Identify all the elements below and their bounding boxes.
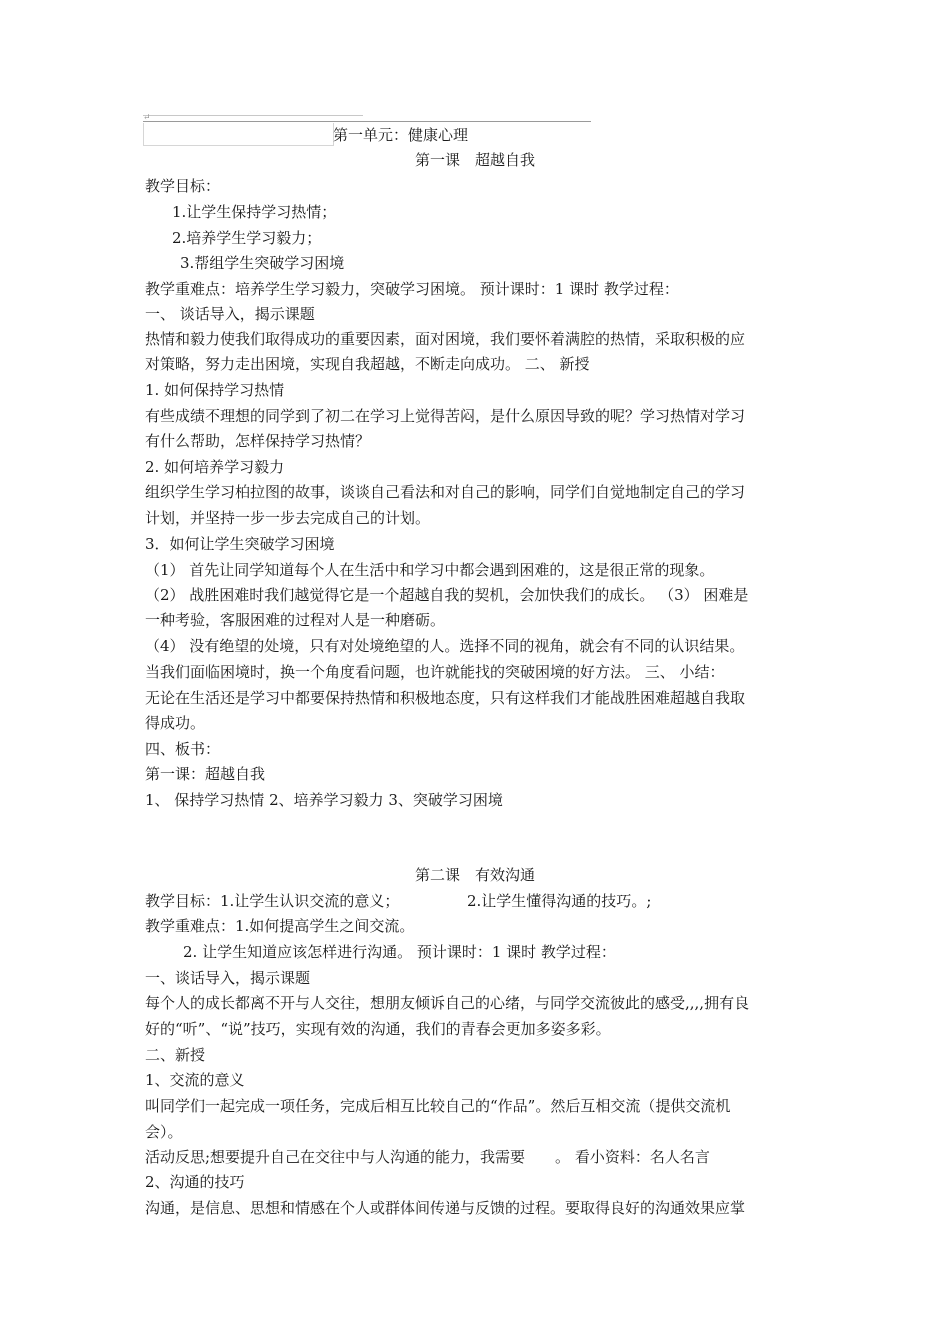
lesson-2-line: 一、谈话导入，揭示课题 [145,969,311,987]
lesson-1-line: 当我们面临困境时，换一个角度看问题，也许就能找的突破困境的好方法。 三、 小结： [145,663,725,681]
lesson-1-line: 一、 谈话导入，揭示课题 [145,305,315,323]
lesson-1-line: 无论在生活还是学习中都要保持热情和积极地态度，只有这样我们才能战胜困难超越自我取 [145,689,746,707]
lesson-1-line: （2） 战胜困难时我们越觉得它是一个超越自我的契机，会加快我们的成长。 （3） 困难是 [145,586,749,604]
header-rule-top [143,115,363,116]
lesson-1-line: 有什么帮助，怎样保持学习热情？ [145,432,371,450]
lesson-2-title: 第二课 有效沟通 [414,866,535,884]
lesson-2-line: 1、交流的意义 [145,1071,245,1089]
lesson-1-line: 1. 如何保持学习热情 [145,381,285,399]
lesson-1-line: 1.让学生保持学习热情； [172,203,337,221]
lesson-2-line: 沟通，是信息、思想和情感在个人或群体间传递与反馈的过程。要取得良好的沟通效果应掌 [145,1199,746,1217]
lesson-1-line: 对策略，努力走出困境，实现自我超越，不断走向成功。 二、 新授 [145,355,590,373]
lesson-1-line: 组织学生学习柏拉图的故事，谈谈自己看法和对自己的影响，同学们自觉地制定自己的学习 [145,483,746,501]
lesson-1-line: 计划，并坚持一步一步去完成自己的计划。 [145,509,431,527]
lesson-2-line: 活动反思;想要提升自己在交往中与人沟通的能力，我需要 。 看小资料：名人名言 [145,1148,710,1166]
paragraph-mark-icon: ↵ [143,113,151,123]
lesson-1-line: （1） 首先让同学知道每个人在生活中和学习中都会遇到困难的，这是很正常的现象。 [145,561,715,579]
lesson-2-line: 2. 让学生知道应该怎样进行沟通。 预计课时：1 课时 教学过程： [183,943,616,961]
lesson-2-line: 好的“听”、“说”技巧，实现有效的沟通，我们的青春会更加多姿多彩。 [145,1020,611,1038]
lesson-2-line: 会）。 [145,1123,183,1141]
lesson-1-line: 四、板书： [145,740,221,758]
lesson-2-line: 教学重难点：1.如何提高学生之间交流。 [145,917,415,935]
header-rule [143,121,591,122]
lesson-2-line: 每个人的成长都离不开与人交往，想朋友倾诉自己的心绪，与同学交流彼此的感受,,,,拥有良 [145,994,750,1012]
lesson-1-line: 得成功。 [145,714,206,732]
lesson-2-line: 2、沟通的技巧 [145,1173,245,1191]
lesson-1-line: 教学目标： [145,177,221,195]
lesson-1-line: 第一课：超越自我 [145,765,266,783]
lesson-1-line: 2. 如何培养学习毅力 [145,458,285,476]
lesson-2-line: 叫同学们一起完成一项任务，完成后相互比较自己的“作品”。然后互相交流（提供交流机 [145,1097,731,1115]
lesson-1-line: 有些成绩不理想的同学到了初二在学习上觉得苦闷，是什么原因导致的呢？学习热情对学习 [145,407,746,425]
lesson-1-line: （4） 没有绝望的处境，只有对处境绝望的人。选择不同的视角，就会有不同的认识结果。 [145,637,745,655]
unit-title: 第一单元：健康心理 [333,126,469,144]
lesson-1-title: 第一课 超越自我 [414,151,535,169]
lesson-1-line: 教学重难点：培养学生学习毅力，突破学习困境。 预计课时：1 课时 教学过程： [145,280,679,298]
lesson-1-line: 热情和毅力使我们取得成功的重要因素，面对困境，我们要怀着满腔的热情，采取积极的应 [145,330,746,348]
header-box [143,123,334,146]
lesson-2-line: 2.让学生懂得沟通的技巧。; [467,892,652,910]
lesson-1-line: 1、 保持学习热情 2、培养学习毅力 3、突破学习困境 [145,791,503,809]
lesson-1-line: 3.帮组学生突破学习困境 [180,254,345,272]
lesson-2-line: 二、新授 [145,1046,206,1064]
lesson-1-line: 2.培养学生学习毅力； [172,229,322,247]
lesson-1-line: 3．如何让学生突破学习困境 [145,535,335,553]
lesson-2-line: 教学目标：1.让学生认识交流的意义； [145,892,400,910]
lesson-1-line: 一种考验，客服困难的过程对人是一种磨砺。 [145,611,446,629]
